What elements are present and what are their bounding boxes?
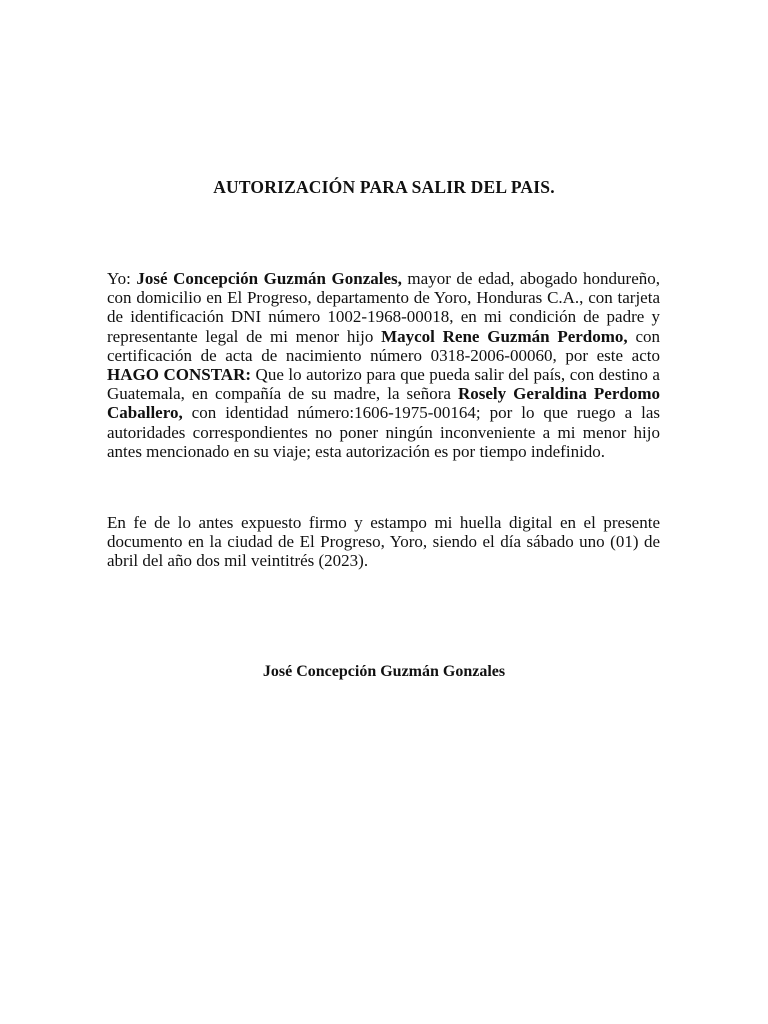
paragraph-text: con identidad número:1606-1975-00164; por lo que ruego a las autoridades correspondientes no poner ningún inconveniente a mi menor hijo antes mencionado en su viaje; esta autorización es por tiempo indefinido.	[107, 403, 660, 461]
closing-paragraph: En fe de lo antes expuesto firmo y estampo mi huella digital en el presente documento en la ciudad de El Progreso, Yoro, siendo el día sábado uno (01) de abril del año dos mil veintitrés (2023).	[107, 513, 660, 571]
paragraph-text: mayor de edad, abogado hondureño, con domicilio en El Progreso, departamento de Yoro, Honduras C.A., con tarjeta de identificación DNI número 1002-1968-00018, en mi condición de padre y representante legal de mi menor hijo	[107, 269, 660, 346]
paragraph-text: Que lo autorizo para que pueda salir del país, con destino a Guatemala, en compañía de su madre, la señora	[107, 365, 660, 404]
paragraph-text: con certificación de acta de nacimiento número 0318-2006-00060, por este acto	[107, 326, 660, 365]
signature-name: José Concepción Guzmán Gonzales	[262, 663, 506, 680]
hago-constar: HAGO CONSTAR:	[107, 365, 252, 385]
child-name: Maycol Rene Guzmán Perdomo,	[381, 326, 628, 346]
document-title: AUTORIZACIÓN PARA SALIR DEL PAIS.	[213, 177, 555, 197]
mother-name: Rosely Geraldina Perdomo Caballero,	[107, 384, 660, 423]
authorization-paragraph	[107, 269, 660, 461]
father-name: José Concepción Guzmán Gonzales,	[136, 269, 402, 288]
paragraph-text: Yo:	[107, 269, 137, 288]
